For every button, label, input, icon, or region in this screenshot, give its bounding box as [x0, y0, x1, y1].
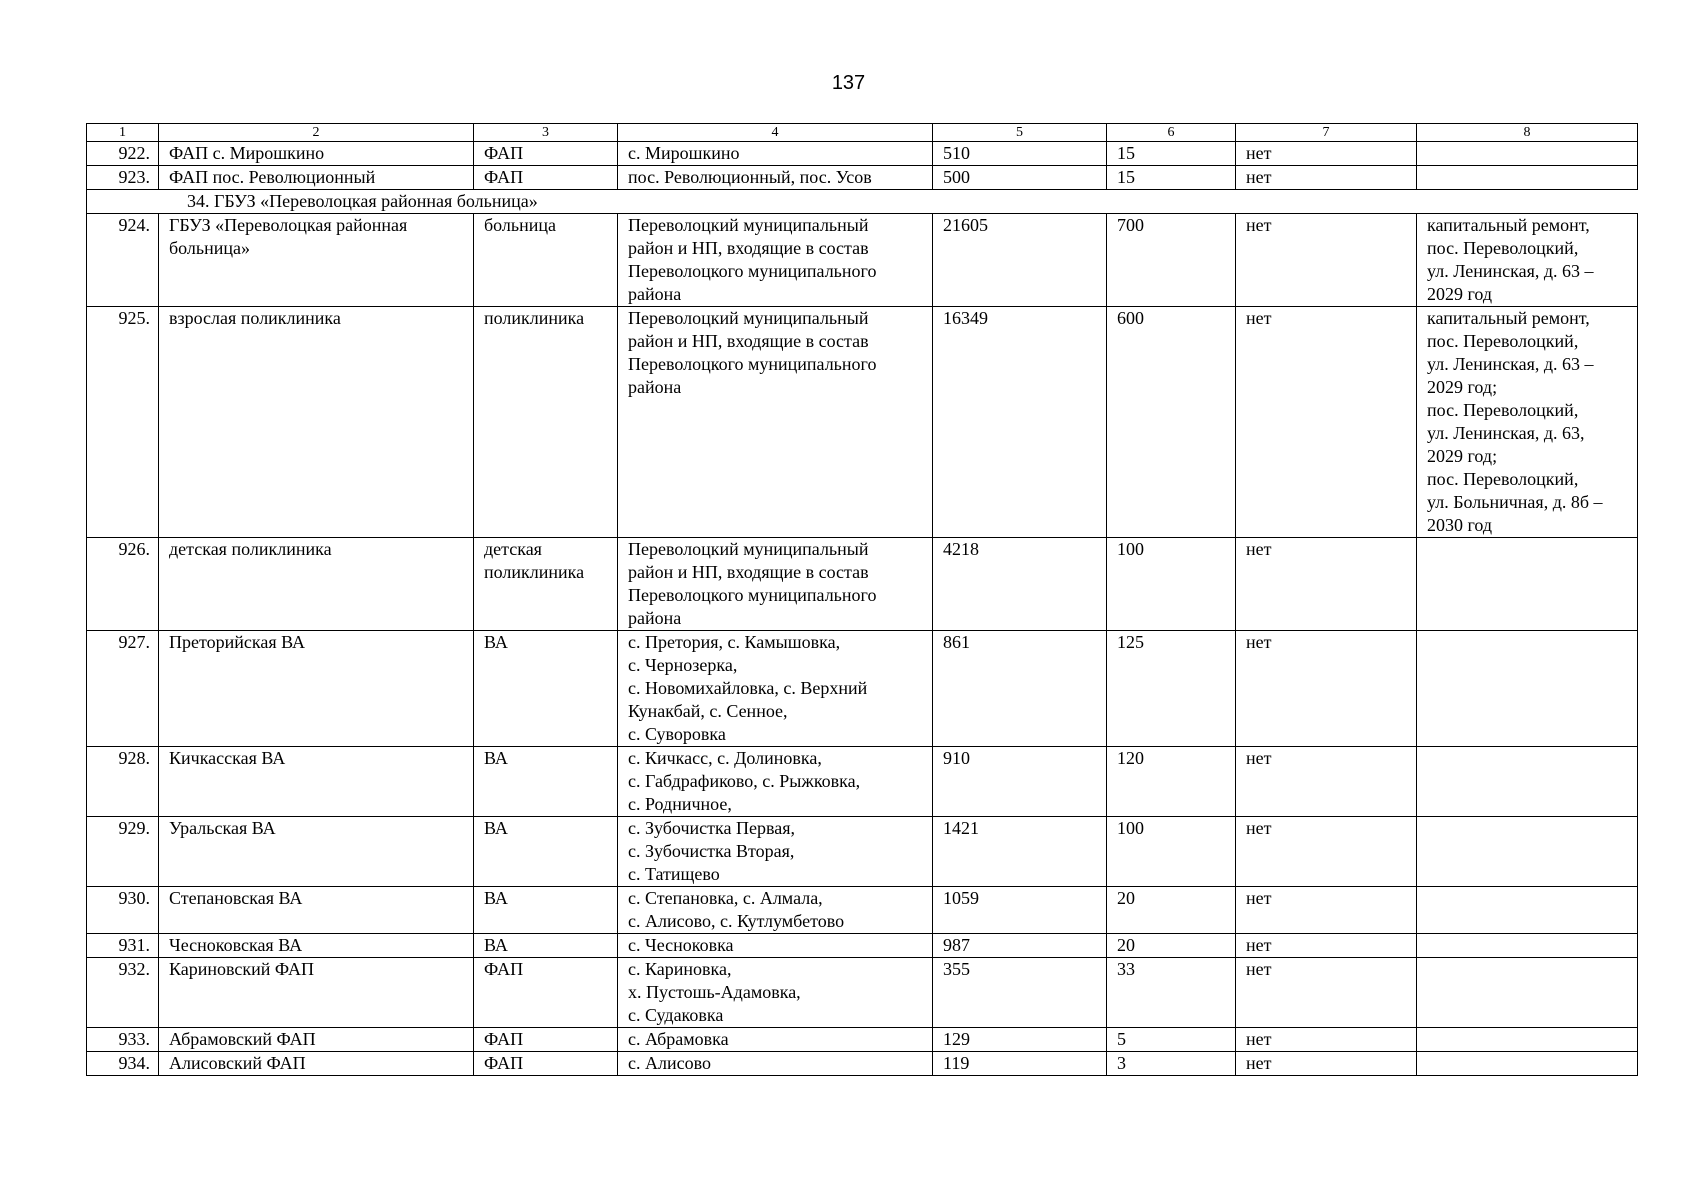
table-row	[87, 631, 1638, 747]
column-number: 7	[1236, 124, 1417, 142]
capacity-cell: 600	[1107, 307, 1236, 538]
population-cell: 510	[933, 142, 1107, 166]
table-row	[87, 1028, 1638, 1052]
facility-name-cell: ГБУЗ «Переволоцкая районная больница»	[159, 214, 474, 307]
service-area-cell: с. Мирошкино	[618, 142, 933, 166]
capacity-cell: 33	[1107, 958, 1236, 1028]
population-cell: 987	[933, 934, 1107, 958]
status-cell: нет	[1236, 538, 1417, 631]
facility-type-cell: ВА	[474, 631, 618, 747]
section-title: 34. ГБУЗ «Переволоцкая районная больница»	[87, 190, 1638, 214]
row-number-cell: 934.	[87, 1052, 159, 1076]
population-cell: 910	[933, 747, 1107, 817]
capacity-cell: 20	[1107, 887, 1236, 934]
table-row	[87, 214, 1638, 307]
column-number: 2	[159, 124, 474, 142]
status-cell: нет	[1236, 214, 1417, 307]
facility-type-cell: ФАП	[474, 1028, 618, 1052]
row-number-cell: 929.	[87, 817, 159, 887]
facility-name-cell: Уральская ВА	[159, 817, 474, 887]
service-area-cell: с. Кичкасс, с. Долиновка, с. Габдрафиково, с. Рыжковка, с. Родничное,	[618, 747, 933, 817]
facilities-table	[86, 123, 1638, 1076]
service-area-cell: пос. Революционный, пос. Усов	[618, 166, 933, 190]
capacity-cell: 120	[1107, 747, 1236, 817]
status-cell: нет	[1236, 817, 1417, 887]
facility-name-cell: детская поликлиника	[159, 538, 474, 631]
column-number: 4	[618, 124, 933, 142]
note-cell	[1417, 934, 1638, 958]
table-row	[87, 166, 1638, 190]
facility-name-cell: Алисовский ФАП	[159, 1052, 474, 1076]
row-number-cell: 924.	[87, 214, 159, 307]
row-number-cell: 928.	[87, 747, 159, 817]
population-cell: 129	[933, 1028, 1107, 1052]
capacity-cell: 700	[1107, 214, 1236, 307]
population-cell: 861	[933, 631, 1107, 747]
table-body	[87, 124, 1638, 1076]
population-cell: 21605	[933, 214, 1107, 307]
facility-type-cell: ВА	[474, 934, 618, 958]
note-cell	[1417, 538, 1638, 631]
status-cell: нет	[1236, 887, 1417, 934]
note-cell	[1417, 166, 1638, 190]
population-cell: 500	[933, 166, 1107, 190]
column-number: 5	[933, 124, 1107, 142]
facility-type-cell: ФАП	[474, 142, 618, 166]
facility-name-cell: Чесноковская ВА	[159, 934, 474, 958]
column-number: 6	[1107, 124, 1236, 142]
capacity-cell: 100	[1107, 538, 1236, 631]
facility-type-cell: больница	[474, 214, 618, 307]
service-area-cell: Переволоцкий муниципальный район и НП, входящие в состав Переволоцкого муниципального района	[618, 307, 933, 538]
note-cell	[1417, 631, 1638, 747]
status-cell: нет	[1236, 1052, 1417, 1076]
status-cell: нет	[1236, 934, 1417, 958]
service-area-cell: с. Претория, с. Камышовка, с. Чернозерка, с. Новомихайловка, с. Верхний Кунакбай, с. Сенное, с. Суворовка	[618, 631, 933, 747]
table-row	[87, 142, 1638, 166]
row-number-cell: 923.	[87, 166, 159, 190]
column-number: 8	[1417, 124, 1638, 142]
note-cell: капитальный ремонт, пос. Переволоцкий, ул. Ленинская, д. 63 – 2029 год; пос. Переволоцкий, ул. Ленинская, д. 63, 2029 год; пос. Переволоцкий, ул. Больничная, д. 8б – 2030 год	[1417, 307, 1638, 538]
note-cell	[1417, 887, 1638, 934]
service-area-cell: с. Зубочистка Первая, с. Зубочистка Вторая, с. Татищево	[618, 817, 933, 887]
facility-type-cell: ВА	[474, 817, 618, 887]
capacity-cell: 5	[1107, 1028, 1236, 1052]
column-number: 1	[87, 124, 159, 142]
status-cell: нет	[1236, 1028, 1417, 1052]
note-cell	[1417, 1052, 1638, 1076]
row-number-cell: 933.	[87, 1028, 159, 1052]
note-cell	[1417, 747, 1638, 817]
service-area-cell: Переволоцкий муниципальный район и НП, входящие в состав Переволоцкого муниципального района	[618, 538, 933, 631]
capacity-cell: 15	[1107, 166, 1236, 190]
capacity-cell: 15	[1107, 142, 1236, 166]
note-cell: капитальный ремонт, пос. Переволоцкий, ул. Ленинская, д. 63 – 2029 год	[1417, 214, 1638, 307]
capacity-cell: 100	[1107, 817, 1236, 887]
page-number: 137	[831, 72, 866, 94]
facility-type-cell: ВА	[474, 887, 618, 934]
status-cell: нет	[1236, 631, 1417, 747]
status-cell: нет	[1236, 142, 1417, 166]
note-cell	[1417, 817, 1638, 887]
status-cell: нет	[1236, 307, 1417, 538]
population-cell: 16349	[933, 307, 1107, 538]
facility-name-cell: Абрамовский ФАП	[159, 1028, 474, 1052]
table-row	[87, 307, 1638, 538]
service-area-cell: с. Степановка, с. Алмала, с. Алисово, с. Кутлумбетово	[618, 887, 933, 934]
column-number: 3	[474, 124, 618, 142]
capacity-cell: 20	[1107, 934, 1236, 958]
population-cell: 4218	[933, 538, 1107, 631]
table-row	[87, 538, 1638, 631]
table-row	[87, 1052, 1638, 1076]
population-cell: 1059	[933, 887, 1107, 934]
facility-name-cell: ФАП пос. Революционный	[159, 166, 474, 190]
population-cell: 1421	[933, 817, 1107, 887]
facility-type-cell: поликлиника	[474, 307, 618, 538]
status-cell: нет	[1236, 747, 1417, 817]
note-cell	[1417, 142, 1638, 166]
status-cell: нет	[1236, 166, 1417, 190]
facility-type-cell: детская поликлиника	[474, 538, 618, 631]
service-area-cell: Переволоцкий муниципальный район и НП, входящие в состав Переволоцкого муниципального района	[618, 214, 933, 307]
facility-type-cell: ВА	[474, 747, 618, 817]
service-area-cell: с. Чесноковка	[618, 934, 933, 958]
facility-name-cell: Кичкасская ВА	[159, 747, 474, 817]
row-number-cell: 932.	[87, 958, 159, 1028]
note-cell	[1417, 1028, 1638, 1052]
capacity-cell: 3	[1107, 1052, 1236, 1076]
population-cell: 119	[933, 1052, 1107, 1076]
service-area-cell: с. Кариновка, х. Пустошь-Адамовка, с. Судаковка	[618, 958, 933, 1028]
section-row	[87, 190, 1638, 214]
population-cell: 355	[933, 958, 1107, 1028]
column-numbers-row	[87, 124, 1638, 142]
facility-name-cell: Кариновский ФАП	[159, 958, 474, 1028]
service-area-cell: с. Абрамовка	[618, 1028, 933, 1052]
row-number-cell: 927.	[87, 631, 159, 747]
table-row	[87, 958, 1638, 1028]
table-row	[87, 934, 1638, 958]
capacity-cell: 125	[1107, 631, 1236, 747]
facility-type-cell: ФАП	[474, 1052, 618, 1076]
status-cell: нет	[1236, 958, 1417, 1028]
row-number-cell: 922.	[87, 142, 159, 166]
row-number-cell: 926.	[87, 538, 159, 631]
table-row	[87, 747, 1638, 817]
facility-name-cell: Степановская ВА	[159, 887, 474, 934]
facility-type-cell: ФАП	[474, 166, 618, 190]
facility-type-cell: ФАП	[474, 958, 618, 1028]
row-number-cell: 930.	[87, 887, 159, 934]
facility-name-cell: Преторийская ВА	[159, 631, 474, 747]
row-number-cell: 925.	[87, 307, 159, 538]
service-area-cell: с. Алисово	[618, 1052, 933, 1076]
facility-name-cell: ФАП с. Мирошкино	[159, 142, 474, 166]
row-number-cell: 931.	[87, 934, 159, 958]
facility-name-cell: взрослая поликлиника	[159, 307, 474, 538]
table-row	[87, 887, 1638, 934]
note-cell	[1417, 958, 1638, 1028]
table-row	[87, 817, 1638, 887]
